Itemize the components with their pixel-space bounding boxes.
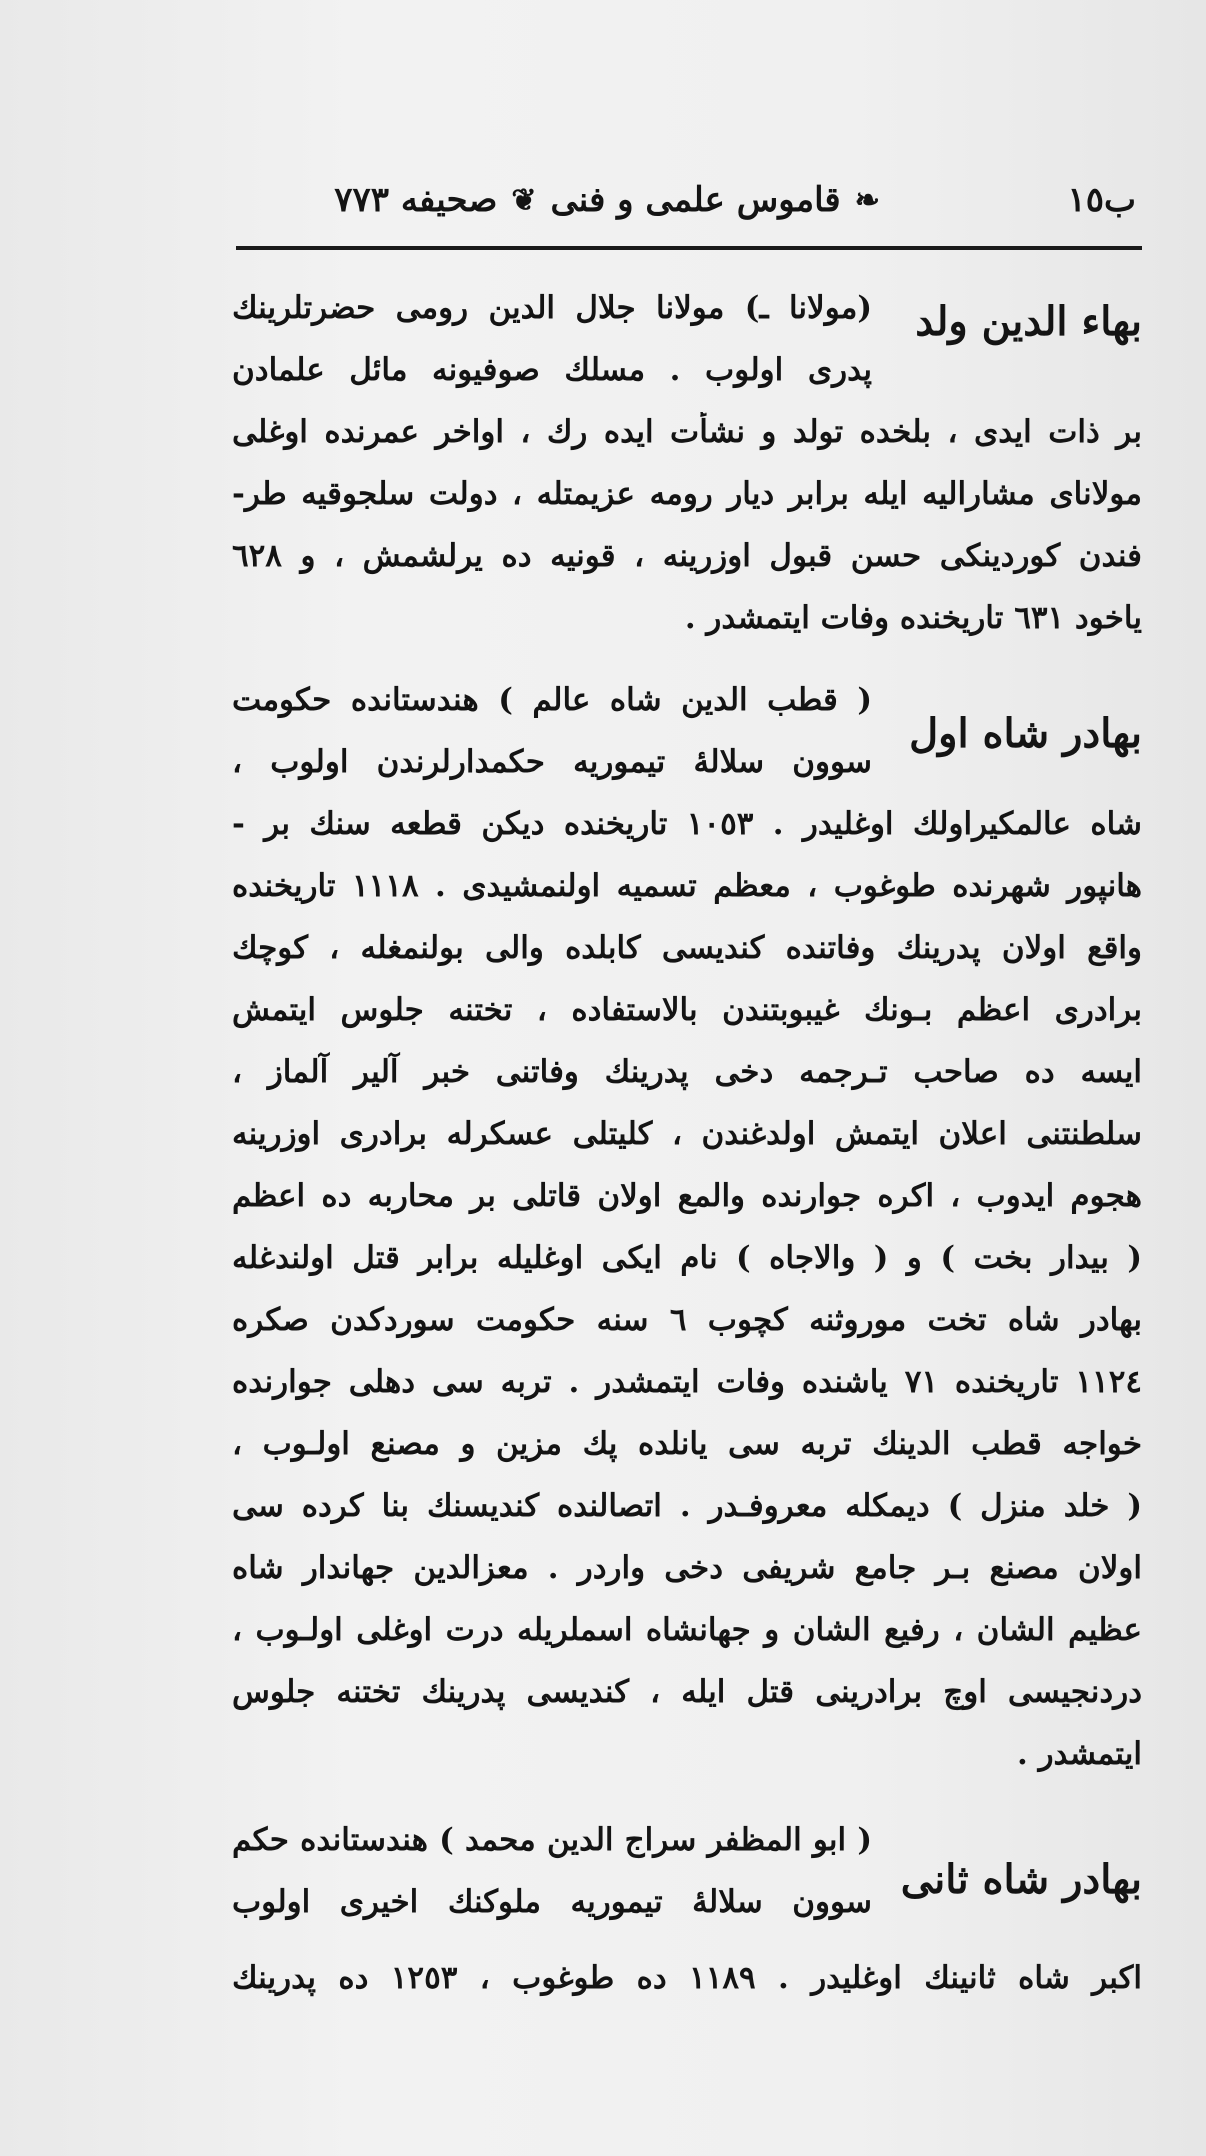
entry-line: بر ذات ايدی ، بلخده تولد و نشأت ايده رك ، اواخر عمرنده اوغلی bbox=[232, 414, 1142, 450]
entry-line: هجوم ايدوب ، اكره جوارنده والمع اولان قاتلی بر محاربه ده اعظم bbox=[232, 1178, 1142, 1214]
entry-line: هانپور شهرنده طوغوب ، معظم تسميه اولنمشيدی . ١١١٨ تاريخنده bbox=[232, 868, 1142, 904]
entry-line: مولانای مشاراليه ايله برابر ديار رومه عزيمتله ، دولت سلجوقيه طر- bbox=[232, 476, 1142, 512]
entry-line: ١١٢٤ تاريخنده ٧١ ياشنده وفات ايتمشدر . تربه سی دهلی جوارنده bbox=[232, 1364, 1142, 1400]
entry-line: سوون سلالۀ تيموريه حكمدارلرندن اولوب ، bbox=[232, 744, 872, 780]
entry-line: ايتمشدر . bbox=[1017, 1736, 1142, 1772]
entry-line: سوون سلالۀ تيموريه ملوكنك اخيری اولوب bbox=[232, 1884, 872, 1920]
entry-line: بهادر شاه تخت موروثنه كچوب ٦ سنه حكومت سوردكدن صكره bbox=[232, 1302, 1142, 1338]
entry-headword: بهاء الدين ولد bbox=[915, 298, 1142, 345]
page-number: صحیفه ٧٧٣ bbox=[334, 180, 498, 220]
entry-line: ( ابو المظفر سراج الدين محمد ) هندستانده حكم bbox=[232, 1822, 872, 1858]
entry-line: ياخود ٦٣١ تاريخنده وفات ايتمشدر . bbox=[684, 600, 1142, 636]
ornament-right-icon: ❧ bbox=[854, 182, 880, 218]
entry-line: عظيم الشان ، رفيع الشان و جهانشاه اسملريله درت اوغلی اولـوب ، bbox=[232, 1612, 1142, 1648]
entry-line: (مولانا ـ) مولانا جلال الدين رومی حضرتلرينك bbox=[232, 290, 872, 326]
ornament-left-icon: ❦ bbox=[511, 182, 537, 218]
entry-line: ( قطب الدين شاه عالم ) هندستانده حكومت bbox=[232, 682, 872, 718]
entry-line: خواجه قطب الدينك تربه سی يانلده پك مزين و مصنع اولـوب ، bbox=[232, 1426, 1142, 1462]
running-title: قاموس علمی و فنی bbox=[550, 180, 841, 220]
entry-line: فندن كوردينكی حسن قبول اوزرينه ، قونيه ده يرلشمش ، و ٦٢٨ bbox=[232, 538, 1142, 574]
entry-line: سلطنتنی اعلان ايتمش اولدغندن ، كليتلی عسكرله برادری اوزرينه bbox=[232, 1116, 1142, 1152]
header-rule bbox=[236, 246, 1142, 250]
entry-line: برادری اعظم بـونك غيبوبتندن بالاستفاده ، تختنه جلوس ايتمش bbox=[232, 992, 1142, 1028]
entry-line: واقع اولان پدرينك وفاتنده كنديسی كابلده والی بولنمغله ، كوچك bbox=[232, 930, 1142, 966]
page-header bbox=[232, 180, 1142, 238]
entry-line: ( بيدار بخت ) و ( والاجاه ) نام ايكی اوغليله برابر قتل اولندغله bbox=[232, 1240, 1142, 1276]
entry-line: ( خلد منزل ) ديمكله معروفـدر . اتصالنده كنديسنك بنا كرده سی bbox=[232, 1488, 1142, 1524]
entry-headword: بهادر شاه ثانی bbox=[900, 1856, 1142, 1903]
entry-line: اولان مصنع بـر جامع شريفی دخی واردر . معزالدين جهاندار شاه bbox=[232, 1550, 1142, 1586]
entry-line: ايسه ده صاحب تـرجمه دخی پدرينك وفاتنی خبر آلير آلماز ، bbox=[232, 1054, 1142, 1090]
entry-line: پدری اولوب . مسلك صوفيونه مائل علمادن bbox=[232, 352, 872, 388]
dictionary-page bbox=[232, 180, 1142, 2120]
entry-line: شاه عالمكيراولك اوغليدر . ١٠٥٣ تاريخنده ديكن قطعه سنك بر - bbox=[232, 806, 1142, 842]
entry-line: اكبر شاه ثانينك اوغليدر . ١١٨٩ ده طوغوب ، ١٢٥٣ ده پدرينك bbox=[232, 1960, 1142, 1996]
signature-mark: ب١٥ bbox=[1067, 180, 1136, 220]
running-head bbox=[272, 180, 942, 220]
entry-line: دردنجيسی اوچ برادرينی قتل ايله ، كنديسی پدرينك تختنه جلوس bbox=[232, 1674, 1142, 1710]
entry-headword: بهادر شاه اول bbox=[909, 710, 1142, 757]
